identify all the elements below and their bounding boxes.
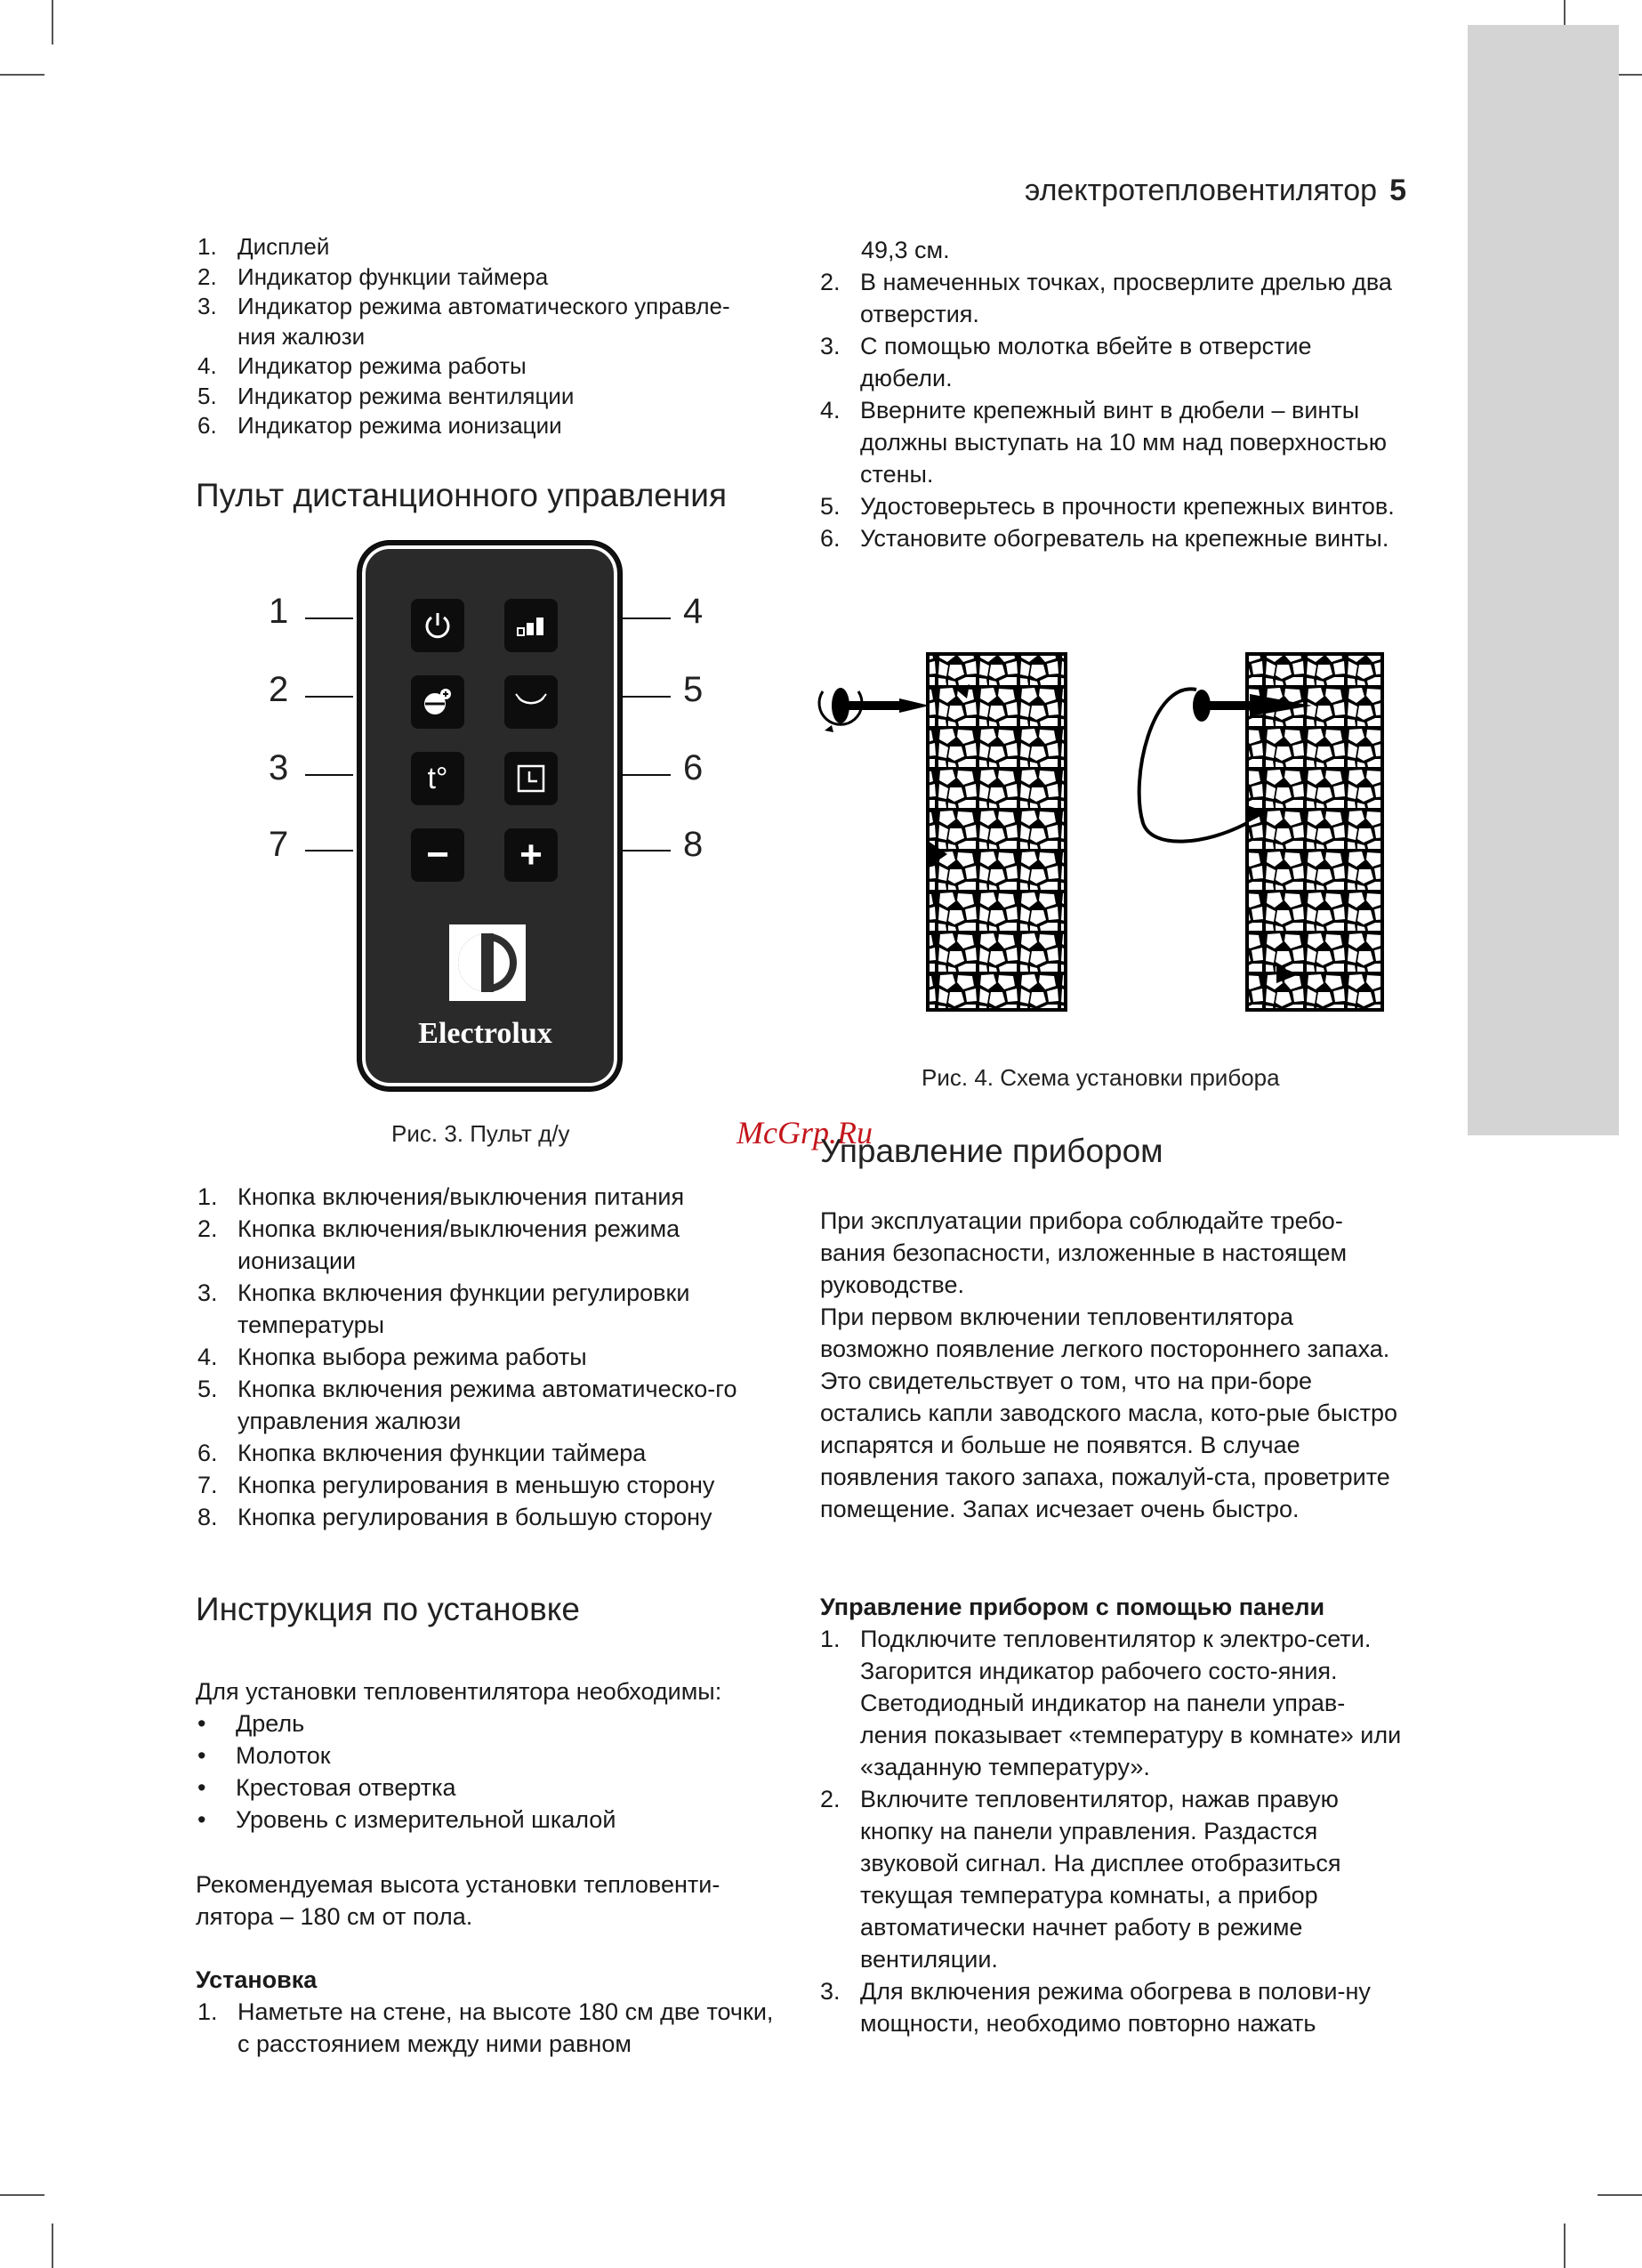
- list-number: 6.: [820, 525, 841, 552]
- figure-3-caption: Рис. 3. Пульт д/у: [391, 1120, 570, 1147]
- list-number: 5.: [820, 493, 841, 520]
- list-number: 8.: [197, 1504, 218, 1530]
- callout-line: [623, 696, 671, 698]
- tool-text: Крестовая отвертка: [236, 1774, 456, 1801]
- list-text: Для включения режима обогрева в полови-ну мощности, необходимо повторно нажать: [860, 1978, 1371, 2037]
- remote-body: [358, 541, 622, 1091]
- bullet: •: [197, 1710, 206, 1737]
- list-item: [820, 1623, 1407, 1783]
- list-text: С помощью молотка вбейте в отверстие дюбели.: [860, 333, 1312, 391]
- list-text: Индикатор режима работы: [237, 352, 527, 379]
- callout-line: [623, 617, 671, 619]
- callout-line: [305, 617, 353, 619]
- list-number: 1.: [820, 1626, 841, 1652]
- list-item: [820, 1783, 1407, 1975]
- list-item: [197, 1181, 776, 1213]
- list-text: Кнопка регулирования в большую сторону: [237, 1504, 712, 1530]
- list-number: 6.: [197, 412, 217, 439]
- callout-7: 7: [269, 825, 289, 864]
- list-number: 6.: [197, 1440, 218, 1466]
- control-paragraph-1: [820, 1205, 1407, 1525]
- mode-button-icon: [504, 599, 558, 652]
- indicator-list: [197, 232, 767, 441]
- list-number: 2.: [820, 1786, 841, 1812]
- list-item: [197, 382, 767, 412]
- callout-8: 8: [683, 825, 704, 864]
- list-number: 1.: [197, 233, 217, 260]
- crop-mark: [0, 2194, 44, 2196]
- list-item: [820, 1975, 1407, 2039]
- callout-3: 3: [269, 748, 289, 787]
- list-number: 1.: [197, 1998, 218, 2025]
- ionizer-button-icon: [411, 675, 464, 729]
- list-number: 3.: [820, 333, 841, 359]
- list-number: 4.: [820, 397, 841, 424]
- electrolux-logo-icon: [449, 924, 526, 1001]
- list-number: 5.: [197, 1376, 218, 1402]
- tool-item: [196, 1707, 783, 1739]
- list-text: Индикатор режима ионизации: [237, 412, 562, 439]
- list-text: Кнопка включения функции таймера: [237, 1440, 647, 1466]
- list-item: [197, 1437, 776, 1469]
- crop-mark: [52, 2224, 53, 2268]
- install-steps-right: [820, 266, 1407, 554]
- list-text: В намеченных точках, просверлите дрелью два отверстия.: [860, 269, 1392, 327]
- paragraph: При эксплуатации прибора соблюдайте требо-вания безопасности, изложенные в настоящем руководстве.: [820, 1207, 1348, 1298]
- tool-text: Уровень с измерительной шкалой: [236, 1806, 616, 1833]
- list-item: [197, 351, 767, 382]
- list-text: Кнопка регулирования в меньшую сторону: [237, 1472, 715, 1498]
- list-number: 3.: [197, 1279, 218, 1306]
- remote-section-title: Пульт дистанционного управления: [196, 477, 728, 513]
- brand-name: Electrolux: [418, 1017, 552, 1050]
- list-number: 2.: [820, 269, 841, 295]
- install-section-title: Инструкция по установке: [196, 1591, 580, 1627]
- timer-button-icon: [504, 752, 558, 805]
- list-item: [197, 1213, 776, 1277]
- list-number: 7.: [197, 1472, 218, 1498]
- callout-2: 2: [269, 670, 289, 709]
- plus-button-icon: +: [504, 828, 558, 882]
- list-item: [197, 411, 767, 441]
- list-item: [197, 232, 767, 262]
- list-text: Индикатор режима автоматического управле-ния жалюзи: [237, 293, 730, 350]
- crop-mark: [1598, 2194, 1642, 2196]
- list-text: Наметьте на стене, на высоте 180 см две точки, с расстоянием между ними равном: [237, 1998, 774, 2057]
- control-section-title: Управление прибором: [820, 1133, 1163, 1169]
- callout-5: 5: [683, 670, 704, 709]
- remote-buttons-list: [197, 1181, 776, 1533]
- install-diagram: [814, 645, 1392, 1019]
- list-item: [197, 1341, 776, 1373]
- list-text: Кнопка включения функции регулировки температуры: [237, 1279, 690, 1338]
- install-subtitle: Установка: [196, 1966, 318, 1993]
- callout-line: [305, 696, 353, 698]
- list-number: 1.: [197, 1183, 218, 1210]
- list-item: [820, 522, 1407, 554]
- list-text: Удостоверьтесь в прочности крепежных винтов.: [860, 493, 1395, 520]
- list-number: 2.: [197, 262, 217, 290]
- tool-text: Дрель: [236, 1710, 305, 1737]
- list-item: [820, 490, 1407, 522]
- page-number: 5: [1389, 174, 1406, 207]
- list-item: [820, 330, 1407, 394]
- paragraph: При первом включении тепловентилятора возможно появление легкого постороннего запаха. Это свидетельствует о том, что на при-боре остались капли заводского масла, кото-рые быстро испарятся и больше не появятся. В случае появления такого запаха, пожалуй-ста, проветрите помещение. Запах исчезает очень быстро.: [820, 1303, 1398, 1522]
- install-intro: Для установки тепловентилятора необходимы:: [196, 1678, 722, 1705]
- header-title: электротепловентилятор: [1024, 174, 1378, 207]
- crop-mark: [1564, 2224, 1566, 2268]
- power-button-icon: [411, 599, 464, 652]
- callout-4: 4: [683, 592, 704, 631]
- list-number: 4.: [197, 352, 217, 379]
- list-item: [197, 1277, 776, 1341]
- list-text: Кнопка включения/выключения режима ионизации: [237, 1215, 680, 1274]
- list-item: [197, 1469, 776, 1501]
- tool-item: [196, 1772, 783, 1804]
- install-step-1: [197, 1996, 776, 2060]
- tools-list: [196, 1707, 783, 1836]
- tool-item: [196, 1804, 783, 1836]
- list-number: 2.: [197, 1215, 218, 1242]
- control-subtitle: Управление прибором с помощью панели: [820, 1594, 1325, 1620]
- list-item: [197, 1373, 776, 1437]
- list-extra: Светодиодный индикатор на панели управ-ления показывает «температуру в комнате» или «заданную температуру».: [860, 1690, 1402, 1780]
- bullet: •: [197, 1742, 206, 1769]
- install-recommend: Рекомендуемая высота установки тепловенти-лятора – 180 см от пола.: [196, 1871, 720, 1930]
- bullet: •: [197, 1774, 206, 1801]
- louver-button-icon: [504, 675, 558, 729]
- bullet: •: [197, 1806, 206, 1833]
- temperature-button-icon: t°: [411, 752, 464, 805]
- list-item: [197, 292, 767, 351]
- list-text: Дисплей: [237, 233, 330, 260]
- step-continuation: 49,3 см.: [861, 237, 950, 263]
- tool-item: [196, 1739, 783, 1772]
- callout-1: 1: [269, 592, 289, 631]
- list-text: Кнопка включения/выключения питания: [237, 1183, 685, 1210]
- list-text: Кнопка включения режима автоматическо-го управления жалюзи: [237, 1376, 737, 1434]
- figure-4-caption: Рис. 4. Схема установки прибора: [922, 1064, 1280, 1091]
- callout-line: [305, 850, 353, 852]
- list-number: 4.: [197, 1344, 218, 1370]
- list-item: [820, 266, 1407, 330]
- list-number: 3.: [820, 1978, 841, 2005]
- page-header: [1025, 174, 1406, 208]
- list-item: [197, 1501, 776, 1533]
- list-text: Вверните крепежный винт в дюбели – винты должны выступать на 10 мм над поверхностью стены.: [860, 397, 1387, 488]
- list-item: [197, 262, 767, 293]
- list-text: Индикатор режима вентиляции: [237, 382, 575, 409]
- callout-line: [623, 774, 671, 776]
- tool-text: Молоток: [236, 1742, 331, 1769]
- crop-mark: [52, 0, 53, 44]
- list-item: [820, 394, 1407, 490]
- control-steps: [820, 1623, 1407, 2039]
- watermark: McGrp.Ru: [736, 1115, 873, 1150]
- list-number: 3.: [197, 293, 217, 319]
- callout-6: 6: [683, 748, 704, 787]
- list-number: 5.: [197, 382, 217, 409]
- callout-line: [305, 774, 353, 776]
- side-tab: [1468, 25, 1619, 1135]
- callout-line: [623, 850, 671, 852]
- minus-button-icon: −: [411, 828, 464, 882]
- list-text: Индикатор функции таймера: [237, 262, 549, 290]
- list-text: Подключите тепловентилятор к электро-сети. Загорится индикатор рабочего состо-яния.: [860, 1626, 1372, 1684]
- list-text: Установите обогреватель на крепежные винты.: [860, 525, 1389, 552]
- list-text: Кнопка выбора режима работы: [237, 1344, 587, 1370]
- list-text: Включите тепловентилятор, нажав правую кнопку на панели управления. Раздастся звуковой сигнал. На дисплее отобразиться текущая температура комнаты, а прибор автоматически начнет работу в режиме вентиляции.: [860, 1786, 1341, 1973]
- crop-mark: [0, 74, 44, 76]
